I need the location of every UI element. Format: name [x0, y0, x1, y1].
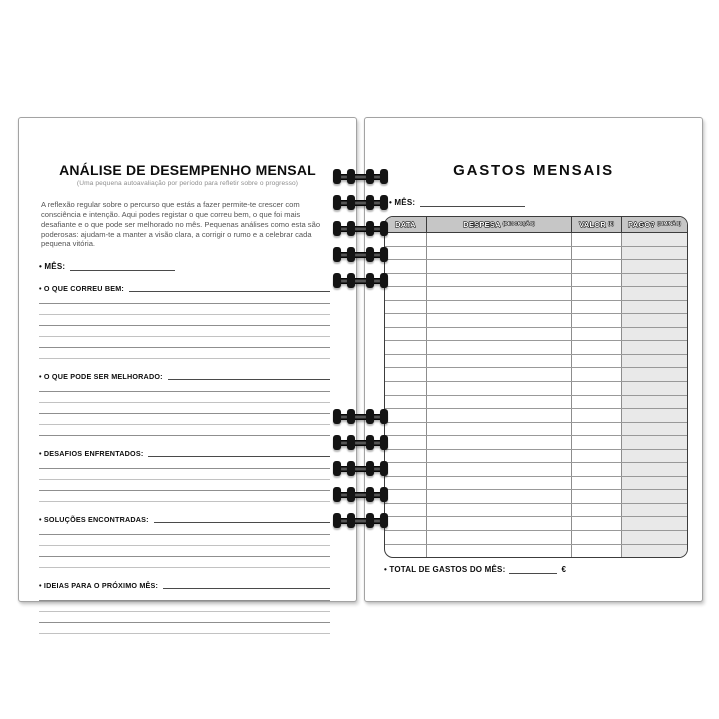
table-cell [385, 274, 427, 287]
table-cell [385, 301, 427, 314]
writing-line [39, 381, 330, 392]
table-cell [572, 517, 622, 530]
table-cell [385, 287, 427, 300]
table-cell [385, 545, 427, 558]
writing-line [39, 458, 330, 469]
table-row [385, 396, 687, 410]
table-cell [427, 233, 572, 246]
section-label: • DESAFIOS ENFRENTADOS: [39, 449, 144, 459]
left-page [18, 117, 357, 602]
table-cell [572, 490, 622, 503]
section-label-row [39, 515, 330, 524]
table-cell [622, 396, 687, 409]
table-cell [427, 436, 572, 449]
table-cell [427, 531, 572, 544]
table-cell [427, 450, 572, 463]
table-cell [622, 477, 687, 490]
month-label-right: • MÊS: [389, 198, 416, 207]
table-cell [385, 490, 427, 503]
section-label-line [148, 455, 330, 457]
table-cell [622, 341, 687, 354]
expense-table-header [385, 217, 687, 233]
table-cell [427, 396, 572, 409]
currency-symbol: € [561, 565, 567, 574]
table-cell [622, 301, 687, 314]
table-cell [385, 328, 427, 341]
table-cell [427, 477, 572, 490]
table-cell [572, 355, 622, 368]
table-cell [427, 341, 572, 354]
writing-line [39, 524, 330, 535]
table-cell [622, 233, 687, 246]
table-cell [427, 423, 572, 436]
table-cell [385, 314, 427, 327]
section-label: • O QUE PODE SER MELHORADO: [39, 372, 163, 382]
table-cell [622, 328, 687, 341]
table-cell [385, 247, 427, 260]
reflection-sections [39, 284, 330, 634]
table-cell [427, 409, 572, 422]
table-cell [572, 301, 622, 314]
table-cell [427, 355, 572, 368]
table-row [385, 233, 687, 247]
section-label-row [39, 372, 330, 381]
table-cell [622, 368, 687, 381]
table-cell [385, 477, 427, 490]
table-cell [427, 247, 572, 260]
table-cell [385, 531, 427, 544]
table-row [385, 301, 687, 315]
table-cell [385, 233, 427, 246]
writing-line [39, 623, 330, 634]
writing-line [39, 304, 330, 315]
writing-line [39, 546, 330, 557]
month-label-left: • MÊS: [39, 262, 66, 272]
table-cell [622, 545, 687, 558]
table-cell [385, 396, 427, 409]
table-row [385, 423, 687, 437]
writing-line [39, 293, 330, 304]
expense-table [384, 216, 688, 558]
section-label-line [129, 290, 330, 292]
header-cell-sublabel: (DESCRIÇÃO) [502, 222, 535, 227]
table-cell [572, 287, 622, 300]
table-cell [622, 314, 687, 327]
writing-line [39, 337, 330, 348]
table-cell [427, 504, 572, 517]
month-blank-line-right [420, 198, 525, 207]
page-title-right: GASTOS MENSAIS [453, 162, 614, 179]
table-cell [572, 423, 622, 436]
writing-line [39, 535, 330, 546]
month-blank-line-left [70, 262, 175, 271]
writing-line [39, 491, 330, 502]
table-cell [385, 341, 427, 354]
table-cell [572, 368, 622, 381]
table-row [385, 260, 687, 274]
table-cell [622, 436, 687, 449]
right-page [364, 117, 703, 602]
table-cell [385, 450, 427, 463]
table-cell [572, 247, 622, 260]
writing-line [39, 557, 330, 568]
table-row [385, 436, 687, 450]
total-field [384, 565, 702, 574]
table-cell [622, 504, 687, 517]
header-cell-sublabel: (SIM/NÃO) [657, 222, 681, 227]
table-cell [385, 436, 427, 449]
table-cell [622, 287, 687, 300]
writing-line [39, 403, 330, 414]
total-label: • TOTAL DE GASTOS DO MÊS: [384, 565, 506, 574]
writing-line [39, 414, 330, 425]
table-row [385, 517, 687, 531]
table-row [385, 287, 687, 301]
header-cell-sublabel: (€) [607, 222, 614, 227]
table-row [385, 545, 687, 558]
writing-line [39, 392, 330, 403]
table-cell [385, 260, 427, 273]
table-cell [572, 274, 622, 287]
table-cell [622, 355, 687, 368]
header-cell [385, 217, 427, 232]
table-cell [572, 504, 622, 517]
table-cell [622, 382, 687, 395]
writing-line [39, 469, 330, 480]
table-cell [572, 409, 622, 422]
month-field-right [389, 198, 702, 207]
intro-paragraph: A reflexão regular sobre o percurso que estás a fazer permite-te crescer com consciência e intenção. Aqui podes registar o que correu bem, o que foi mais desafiante e o que pode ser melhorado no mês. Pequenas análises como esta são poderosas: ajudam-te a manter a visão clara, a corrigir o rumo e a celebrar cada pequena vitória. [41, 200, 321, 249]
table-row [385, 247, 687, 261]
table-cell [622, 247, 687, 260]
table-cell [572, 341, 622, 354]
table-row [385, 341, 687, 355]
table-row [385, 328, 687, 342]
header-cell-label: DESPESA [463, 220, 501, 229]
table-cell [427, 314, 572, 327]
table-cell [572, 450, 622, 463]
table-cell [572, 233, 622, 246]
table-cell [385, 368, 427, 381]
section-label: • O QUE CORREU BEM: [39, 284, 124, 294]
table-cell [427, 463, 572, 476]
section-label-row [39, 284, 330, 293]
expense-table-body [385, 233, 687, 557]
table-cell [427, 301, 572, 314]
table-row [385, 409, 687, 423]
section-label-row [39, 449, 330, 458]
writing-line [39, 590, 330, 601]
table-cell [572, 382, 622, 395]
table-cell [572, 328, 622, 341]
writing-line [39, 612, 330, 623]
writing-line [39, 326, 330, 337]
writing-line [39, 315, 330, 326]
table-cell [427, 328, 572, 341]
table-cell [622, 274, 687, 287]
header-cell-label: DATA [395, 220, 416, 229]
table-cell [427, 517, 572, 530]
table-cell [427, 260, 572, 273]
table-row [385, 531, 687, 545]
table-cell [427, 274, 572, 287]
writing-line [39, 480, 330, 491]
table-row [385, 463, 687, 477]
section-label: • IDEIAS PARA O PRÓXIMO MÊS: [39, 581, 159, 591]
table-cell [385, 423, 427, 436]
table-cell [385, 382, 427, 395]
table-cell [427, 368, 572, 381]
table-cell [622, 409, 687, 422]
writing-line [39, 601, 330, 612]
table-row [385, 274, 687, 288]
table-cell [385, 409, 427, 422]
total-blank-line [509, 565, 557, 574]
table-cell [385, 517, 427, 530]
table-row [385, 368, 687, 382]
table-cell [572, 314, 622, 327]
header-cell-label: PAGO? [628, 220, 656, 229]
table-cell [427, 545, 572, 558]
table-cell [622, 490, 687, 503]
header-cell [427, 217, 572, 232]
table-cell [385, 463, 427, 476]
header-cell-label: VALOR [579, 220, 606, 229]
header-cell [572, 217, 622, 232]
table-row [385, 490, 687, 504]
header-cell [622, 217, 687, 232]
page-subtitle-left: (Uma pequena autoavaliação por período para refletir sobre o progresso) [76, 180, 299, 187]
table-cell [572, 545, 622, 558]
table-cell [572, 463, 622, 476]
table-row [385, 314, 687, 328]
table-cell [622, 450, 687, 463]
table-cell [427, 490, 572, 503]
table-cell [622, 463, 687, 476]
table-cell [572, 436, 622, 449]
table-row [385, 477, 687, 491]
table-cell [572, 260, 622, 273]
table-cell [622, 423, 687, 436]
table-cell [622, 260, 687, 273]
table-cell [622, 531, 687, 544]
table-cell [622, 517, 687, 530]
section-label-row [39, 581, 330, 590]
table-row [385, 355, 687, 369]
table-cell [572, 531, 622, 544]
table-cell [572, 396, 622, 409]
writing-line [39, 425, 330, 436]
table-cell [385, 355, 427, 368]
section-label-line [154, 521, 330, 523]
section-label-line [163, 587, 330, 589]
table-cell [427, 287, 572, 300]
table-row [385, 504, 687, 518]
table-cell [427, 382, 572, 395]
section-label: • SOLUÇÕES ENCONTRADAS: [39, 515, 149, 525]
table-row [385, 382, 687, 396]
month-field-left [39, 262, 356, 271]
writing-line [39, 348, 330, 359]
table-cell [572, 477, 622, 490]
page-title-left: ANÁLISE DE DESEMPENHO MENSAL [59, 162, 316, 178]
table-cell [385, 504, 427, 517]
table-row [385, 450, 687, 464]
section-label-line [168, 378, 330, 380]
